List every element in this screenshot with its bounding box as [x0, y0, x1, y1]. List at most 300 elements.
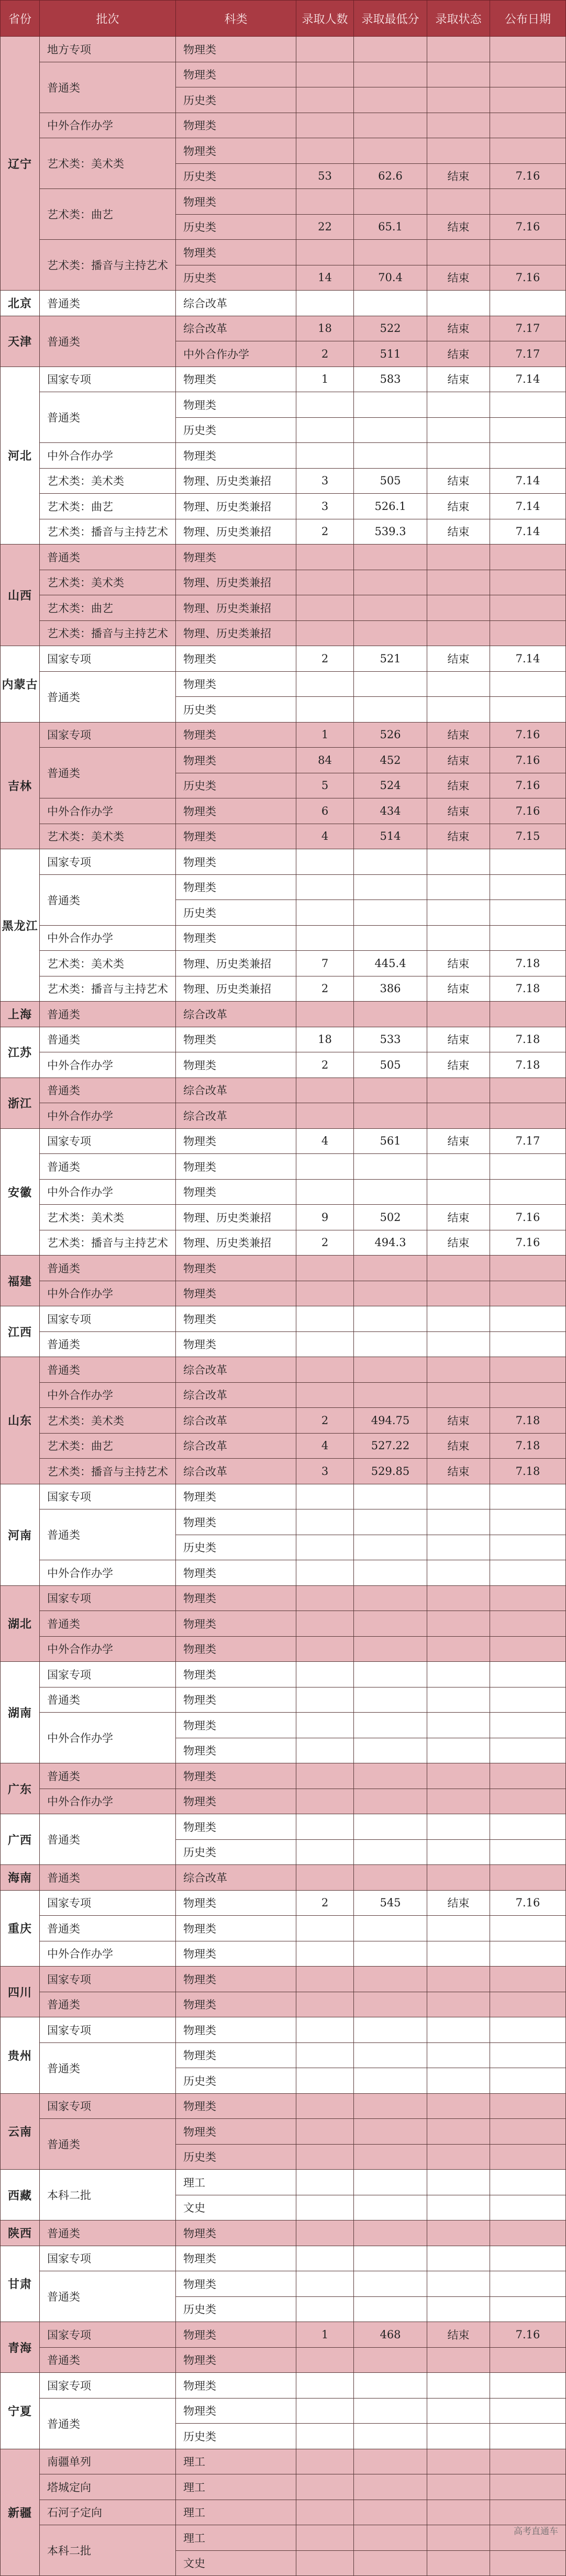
cell-date: [490, 1382, 566, 1408]
cell-status: [427, 2246, 490, 2271]
batch-cell: 国家专项: [40, 722, 176, 748]
cell-min-score: [354, 2144, 427, 2170]
cell-count: 18: [296, 316, 354, 341]
cell-min-score: 502: [354, 1205, 427, 1230]
cell-min-score: [354, 545, 427, 570]
table-row: [1, 1179, 566, 1205]
cell-status: [427, 1078, 490, 1103]
batch-cell: 普通类: [40, 1865, 176, 1891]
cell-status: 结束: [427, 1027, 490, 1052]
cell-status: 结束: [427, 1230, 490, 1256]
batch-cell: 普通类: [40, 1002, 176, 1027]
batch-cell: 国家专项: [40, 646, 176, 672]
cell-count: [296, 1535, 354, 1560]
cell-date: 7.17: [490, 341, 566, 367]
subject-cell: 历史类: [176, 1535, 296, 1560]
cell-count: [296, 2474, 354, 2500]
table-row: [1, 1763, 566, 1789]
cell-min-score: [354, 2373, 427, 2399]
table-row: [1, 2347, 566, 2373]
cell-min-score: 522: [354, 316, 427, 341]
subject-cell: 物理类: [176, 1687, 296, 1713]
cell-min-score: 70.4: [354, 265, 427, 291]
cell-date: [490, 1179, 566, 1205]
table-row: [1, 722, 566, 748]
table-row: [1, 138, 566, 164]
cell-date: [490, 37, 566, 62]
cell-count: [296, 1763, 354, 1789]
cell-min-score: [354, 1256, 427, 1281]
batch-cell: 艺术类：曲艺: [40, 595, 176, 621]
subject-cell: 物理类: [176, 2373, 296, 2399]
batch-cell: 普通类: [40, 1687, 176, 1713]
cell-status: [427, 2271, 490, 2297]
cell-count: 2: [296, 1052, 354, 1078]
cell-min-score: 386: [354, 976, 427, 1002]
batch-cell: 国家专项: [40, 1128, 176, 1154]
table-row: [1, 1230, 566, 1256]
cell-status: 结束: [427, 265, 490, 291]
cell-count: [296, 2042, 354, 2068]
table-row: [1, 2042, 566, 2068]
table-row: [1, 570, 566, 595]
cell-count: [296, 1154, 354, 1180]
cell-count: 2: [296, 976, 354, 1002]
subject-cell: 物理、历史类兼招: [176, 494, 296, 519]
table-row: [1, 620, 566, 646]
subject-cell: 物理、历史类兼招: [176, 570, 296, 595]
cell-status: 结束: [427, 2322, 490, 2348]
cell-date: 7.14: [490, 646, 566, 672]
cell-date: [490, 2398, 566, 2424]
province-cell: 山西: [1, 545, 40, 646]
cell-date: [490, 570, 566, 595]
cell-status: [427, 1484, 490, 1509]
cell-count: [296, 849, 354, 875]
batch-cell: 国家专项: [40, 2093, 176, 2119]
table-row: [1, 874, 566, 900]
table-row: [1, 1814, 566, 1840]
cell-min-score: [354, 1814, 427, 1840]
cell-date: [490, 925, 566, 951]
table-row: [1, 2500, 566, 2525]
table-row: [1, 1916, 566, 1941]
cell-date: [490, 2220, 566, 2246]
cell-count: [296, 2398, 354, 2424]
table-row: [1, 1408, 566, 1434]
subject-cell: 文史: [176, 2195, 296, 2220]
cell-min-score: [354, 620, 427, 646]
cell-min-score: [354, 1941, 427, 1967]
batch-cell: 国家专项: [40, 1967, 176, 1992]
subject-cell: 物理类: [176, 1179, 296, 1205]
cell-count: [296, 2170, 354, 2195]
cell-status: [427, 2424, 490, 2449]
cell-status: [427, 2170, 490, 2195]
subject-cell: 历史类: [176, 2424, 296, 2449]
province-cell: 重庆: [1, 1890, 40, 1967]
table-row: [1, 1357, 566, 1383]
cell-count: [296, 2119, 354, 2145]
table-row: [1, 1459, 566, 1484]
cell-status: [427, 1560, 490, 1586]
cell-min-score: [354, 37, 427, 62]
subject-cell: 物理类: [176, 2271, 296, 2297]
cell-min-score: [354, 2119, 427, 2145]
cell-status: 结束: [427, 951, 490, 976]
subject-cell: 物理类: [176, 1636, 296, 1662]
cell-min-score: [354, 417, 427, 443]
batch-cell: 普通类: [40, 671, 176, 722]
batch-cell: 艺术类：播音与主持艺术: [40, 519, 176, 545]
cell-min-score: 524: [354, 773, 427, 798]
province-cell: 西藏: [1, 2170, 40, 2220]
batch-cell: 艺术类：曲艺: [40, 1433, 176, 1459]
cell-date: [490, 113, 566, 138]
cell-count: [296, 37, 354, 62]
cell-count: 3: [296, 468, 354, 494]
subject-cell: 物理类: [176, 1967, 296, 1992]
cell-count: 2: [296, 646, 354, 672]
cell-status: [427, 1814, 490, 1840]
batch-cell: 普通类: [40, 1509, 176, 1560]
cell-status: [427, 1687, 490, 1713]
cell-count: 84: [296, 748, 354, 773]
province-cell: 河北: [1, 367, 40, 545]
province-cell: 北京: [1, 291, 40, 316]
cell-count: 4: [296, 824, 354, 849]
cell-status: [427, 671, 490, 697]
cell-count: [296, 1611, 354, 1637]
subject-cell: 物理类: [176, 874, 296, 900]
table-row: [1, 1256, 566, 1281]
subject-cell: 物理类: [176, 2017, 296, 2043]
province-cell: 河南: [1, 1484, 40, 1585]
cell-min-score: 545: [354, 1890, 427, 1916]
batch-cell: 普通类: [40, 2220, 176, 2246]
cell-date: 7.18: [490, 1433, 566, 1459]
cell-date: [490, 392, 566, 418]
cell-min-score: [354, 1636, 427, 1662]
batch-cell: 石河子定向: [40, 2500, 176, 2525]
table-row: [1, 113, 566, 138]
subject-cell: 历史类: [176, 87, 296, 113]
subject-cell: 物理、历史类兼招: [176, 951, 296, 976]
cell-status: [427, 189, 490, 215]
province-cell: 四川: [1, 1967, 40, 2017]
cell-status: [427, 2017, 490, 2043]
cell-min-score: [354, 443, 427, 469]
table-row: [1, 1002, 566, 1027]
batch-cell: 南疆单列: [40, 2449, 176, 2474]
cell-count: [296, 570, 354, 595]
cell-count: [296, 1002, 354, 1027]
cell-count: [296, 1941, 354, 1967]
cell-status: [427, 1154, 490, 1180]
cell-min-score: [354, 1103, 427, 1129]
table-row: [1, 316, 566, 341]
batch-cell: 普通类: [40, 62, 176, 113]
cell-date: [490, 2246, 566, 2271]
table-row: [1, 1967, 566, 1992]
cell-status: 结束: [427, 494, 490, 519]
batch-cell: 普通类: [40, 874, 176, 925]
cell-status: [427, 1713, 490, 1738]
table-row: [1, 849, 566, 875]
batch-cell: 中外合作办学: [40, 798, 176, 824]
cell-status: 结束: [427, 748, 490, 773]
cell-count: [296, 671, 354, 697]
cell-min-score: 434: [354, 798, 427, 824]
subject-cell: 物理类: [176, 113, 296, 138]
cell-count: [296, 874, 354, 900]
table-row: [1, 2449, 566, 2474]
cell-status: [427, 1941, 490, 1967]
cell-count: [296, 87, 354, 113]
cell-date: 7.18: [490, 1408, 566, 1434]
table-row: [1, 1636, 566, 1662]
cell-min-score: 561: [354, 1128, 427, 1154]
cell-date: 7.16: [490, 748, 566, 773]
cell-status: [427, 874, 490, 900]
table-row: [1, 1052, 566, 1078]
batch-cell: 普通类: [40, 2271, 176, 2322]
cell-count: 18: [296, 1027, 354, 1052]
subject-cell: 物理类: [176, 189, 296, 215]
table-row: [1, 595, 566, 621]
table-row: [1, 468, 566, 494]
subject-cell: 历史类: [176, 2068, 296, 2094]
batch-cell: 中外合作办学: [40, 1179, 176, 1205]
batch-cell: 国家专项: [40, 2322, 176, 2348]
cell-date: [490, 1585, 566, 1611]
cell-min-score: [354, 1865, 427, 1891]
cell-count: 2: [296, 519, 354, 545]
cell-min-score: 505: [354, 1052, 427, 1078]
cell-count: [296, 62, 354, 87]
cell-count: 2: [296, 1230, 354, 1256]
cell-min-score: [354, 1281, 427, 1306]
cell-status: [427, 2068, 490, 2094]
cell-min-score: [354, 189, 427, 215]
cell-status: 结束: [427, 468, 490, 494]
subject-cell: 历史类: [176, 2296, 296, 2322]
subject-cell: 物理类: [176, 1154, 296, 1180]
batch-cell: 普通类: [40, 1357, 176, 1383]
cell-status: [427, 1306, 490, 1332]
cell-count: [296, 1306, 354, 1332]
batch-cell: 普通类: [40, 1611, 176, 1637]
cell-status: [427, 2398, 490, 2424]
cell-date: 7.14: [490, 519, 566, 545]
cell-count: [296, 2093, 354, 2119]
cell-date: [490, 1509, 566, 1535]
cell-date: 7.18: [490, 1052, 566, 1078]
cell-date: [490, 2017, 566, 2043]
batch-cell: 普通类: [40, 1763, 176, 1789]
cell-date: 7.16: [490, 214, 566, 240]
cell-count: [296, 1713, 354, 1738]
cell-status: [427, 2042, 490, 2068]
table-row: [1, 1382, 566, 1408]
subject-cell: 物理类: [176, 646, 296, 672]
cell-count: 1: [296, 2322, 354, 2348]
header-subject: 科类: [176, 1, 296, 37]
subject-cell: 综合改革: [176, 316, 296, 341]
cell-min-score: 526.1: [354, 494, 427, 519]
cell-status: [427, 1382, 490, 1408]
cell-date: [490, 1535, 566, 1560]
cell-status: 结束: [427, 722, 490, 748]
cell-status: [427, 443, 490, 469]
cell-status: [427, 2550, 490, 2576]
cell-min-score: [354, 392, 427, 418]
batch-cell: 中外合作办学: [40, 1560, 176, 1586]
cell-min-score: [354, 1306, 427, 1332]
cell-min-score: [354, 1002, 427, 1027]
batch-cell: 国家专项: [40, 1484, 176, 1509]
subject-cell: 历史类: [176, 773, 296, 798]
cell-date: 7.14: [490, 367, 566, 392]
cell-date: 7.15: [490, 824, 566, 849]
cell-date: 7.18: [490, 951, 566, 976]
cell-min-score: [354, 2347, 427, 2373]
table-row: [1, 951, 566, 976]
table-row: [1, 1306, 566, 1332]
subject-cell: 物理、历史类兼招: [176, 1205, 296, 1230]
batch-cell: 中外合作办学: [40, 1052, 176, 1078]
subject-cell: 文史: [176, 2550, 296, 2576]
table-row: [1, 1281, 566, 1306]
cell-min-score: 62.6: [354, 163, 427, 189]
cell-status: 结束: [427, 519, 490, 545]
subject-cell: 物理类: [176, 240, 296, 265]
table-row: [1, 1585, 566, 1611]
cell-min-score: [354, 1713, 427, 1738]
cell-count: 1: [296, 367, 354, 392]
batch-cell: 地方专项: [40, 37, 176, 62]
cell-date: [490, 2119, 566, 2145]
subject-cell: 理工: [176, 2449, 296, 2474]
province-cell: 天津: [1, 316, 40, 367]
batch-cell: 中外合作办学: [40, 1382, 176, 1408]
province-cell: 内蒙古: [1, 646, 40, 723]
cell-count: [296, 1585, 354, 1611]
cell-min-score: [354, 1535, 427, 1560]
subject-cell: 物理类: [176, 1256, 296, 1281]
cell-date: [490, 189, 566, 215]
cell-status: [427, 2144, 490, 2170]
cell-min-score: [354, 900, 427, 926]
table-row: [1, 1331, 566, 1357]
cell-date: [490, 1154, 566, 1180]
table-row: [1, 925, 566, 951]
province-cell: 吉林: [1, 722, 40, 849]
subject-cell: 物理类: [176, 1306, 296, 1332]
subject-cell: 历史类: [176, 214, 296, 240]
batch-cell: 本科二批: [40, 2525, 176, 2576]
table-row: [1, 2093, 566, 2119]
cell-min-score: 452: [354, 748, 427, 773]
cell-count: [296, 1636, 354, 1662]
cell-min-score: [354, 925, 427, 951]
cell-min-score: [354, 1687, 427, 1713]
table-row: [1, 671, 566, 697]
cell-date: 7.16: [490, 163, 566, 189]
cell-date: [490, 1713, 566, 1738]
cell-status: 结束: [427, 1408, 490, 1434]
table-row: [1, 367, 566, 392]
cell-date: [490, 2271, 566, 2297]
cell-min-score: [354, 595, 427, 621]
batch-cell: 国家专项: [40, 2373, 176, 2399]
subject-cell: 历史类: [176, 163, 296, 189]
cell-date: [490, 1992, 566, 2017]
cell-status: 结束: [427, 1052, 490, 1078]
subject-cell: 综合改革: [176, 1357, 296, 1383]
cell-count: 4: [296, 1128, 354, 1154]
cell-status: [427, 1611, 490, 1637]
cell-count: [296, 1738, 354, 1763]
cell-date: [490, 1103, 566, 1129]
cell-min-score: [354, 2500, 427, 2525]
cell-count: [296, 1509, 354, 1535]
cell-date: [490, 1839, 566, 1865]
subject-cell: 理工: [176, 2500, 296, 2525]
batch-cell: 艺术类：美术类: [40, 951, 176, 976]
cell-count: 22: [296, 214, 354, 240]
table-row: [1, 1484, 566, 1509]
province-cell: 浙江: [1, 1078, 40, 1128]
cell-count: [296, 2017, 354, 2043]
batch-cell: 普通类: [40, 748, 176, 798]
cell-date: [490, 240, 566, 265]
cell-count: [296, 1789, 354, 1814]
cell-date: [490, 1636, 566, 1662]
table-row: [1, 2525, 566, 2551]
cell-count: [296, 2220, 354, 2246]
batch-cell: 国家专项: [40, 849, 176, 875]
cell-min-score: 468: [354, 2322, 427, 2348]
batch-cell: 艺术类：播音与主持艺术: [40, 976, 176, 1002]
cell-date: [490, 2296, 566, 2322]
cell-status: [427, 545, 490, 570]
subject-cell: 历史类: [176, 1839, 296, 1865]
table-row: [1, 519, 566, 545]
subject-cell: 综合改革: [176, 1865, 296, 1891]
batch-cell: 艺术类：播音与主持艺术: [40, 1459, 176, 1484]
cell-date: [490, 1865, 566, 1891]
cell-min-score: 505: [354, 468, 427, 494]
cell-count: [296, 2550, 354, 2576]
subject-cell: 物理类: [176, 1560, 296, 1586]
table-row: [1, 1890, 566, 1916]
cell-min-score: [354, 2474, 427, 2500]
cell-count: [296, 240, 354, 265]
subject-cell: 物理类: [176, 1662, 296, 1687]
cell-count: [296, 595, 354, 621]
cell-count: [296, 1865, 354, 1891]
cell-date: 7.16: [490, 773, 566, 798]
province-cell: 上海: [1, 1002, 40, 1027]
subject-cell: 物理类: [176, 2246, 296, 2271]
subject-cell: 物理、历史类兼招: [176, 976, 296, 1002]
cell-date: [490, 1560, 566, 1586]
table-row: [1, 2271, 566, 2297]
cell-date: 7.14: [490, 494, 566, 519]
cell-date: [490, 87, 566, 113]
batch-cell: 艺术类：美术类: [40, 1205, 176, 1230]
